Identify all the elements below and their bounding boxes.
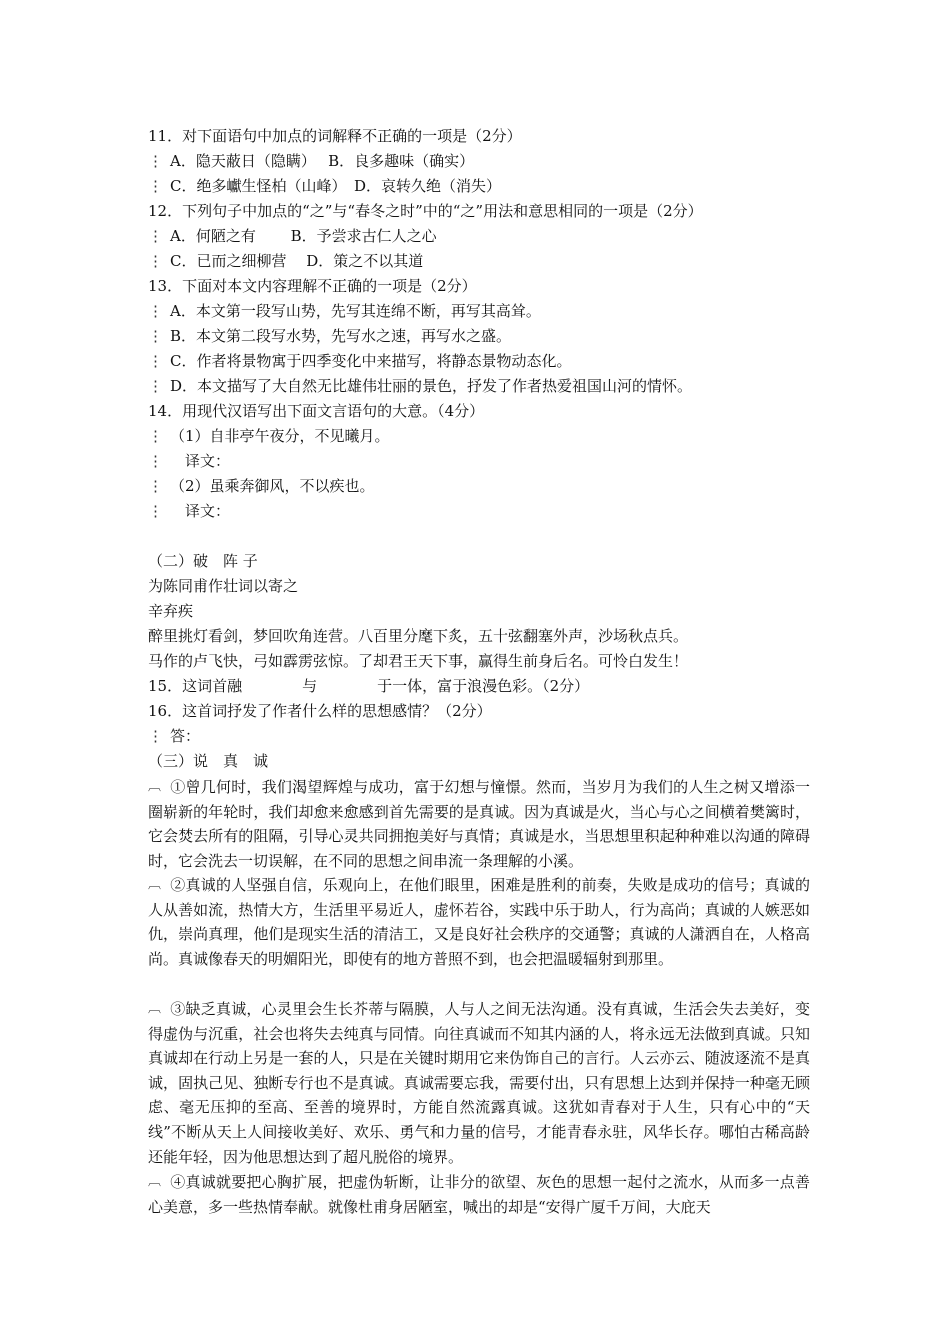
q13-stem: 13．下面对本文内容理解不正确的一项是（2分）	[148, 277, 477, 295]
q13-option-a: ⋮ A．本文第一段写山势，先写其连绵不断，再写其高耸。	[148, 302, 541, 320]
q12-stem: 12．下列句子中加点的“之”与“春冬之时”中的“之”用法和意思相同的一项是（2分）	[148, 202, 703, 220]
q14-translation-1: ⋮ 译文：	[148, 452, 231, 470]
binding-mark: ⋮	[148, 352, 163, 370]
paragraph-mark-icon: ︹	[148, 779, 162, 794]
q14-translation-2: ⋮ 译文：	[148, 502, 231, 520]
q16-answer: ⋮ 答：	[148, 727, 201, 745]
q11-options-cd: ⋮ C．绝多巘生怪柏（山峰） D．哀转久绝（消失）	[148, 177, 502, 195]
binding-mark: ⋮	[148, 227, 163, 245]
q12-options-cd: ⋮ C．已而之细柳营 D．策之不以其道	[148, 252, 424, 270]
binding-mark: ⋮	[148, 152, 163, 170]
q13-option-c: ⋮ C．作者将景物寓于四季变化中来描写，将静态景物动态化。	[148, 352, 572, 370]
q14-sentence-1: ⋮ （1）自非亭午夜分，不见曦月。	[148, 427, 390, 445]
binding-mark: ⋮	[148, 327, 163, 345]
binding-mark: ⋮	[148, 302, 163, 320]
paragraph-mark-icon: ︹	[148, 877, 162, 892]
essay-paragraph-2: ︹ ②真诚的人坚强自信，乐观向上，在他们眼里，困难是胜利的前奏，失败是成功的信号；真诚的人从善如流，热情大方，生活里平易近人，虚怀若谷，实践中乐于助人，行为高尚；真诚的人嫉恶如仇，崇尚真理，他们是现实生活的清洁工，又是良好社会秩序的交通警；真诚的人潇洒自在，人格高尚。真诚像春天的明媚阳光，即使有的地方普照不到，也会把温暖辐射到那里。	[148, 873, 810, 971]
binding-mark: ⋮	[148, 452, 163, 470]
q15-stem: 15．这词首融 与 于一体，富于浪漫色彩。（2分）	[148, 677, 590, 695]
q11-options-ab: ⋮ A．隐天蔽日（隐瞒） B．良多趣味（确实）	[148, 152, 475, 170]
q11-stem: 11．对下面语句中加点的词解释不正确的一项是（2分）	[148, 127, 522, 145]
binding-mark: ⋮	[148, 477, 163, 495]
essay-paragraph-4: ︹ ④真诚就要把心胸扩展，把虚伪斩断，让非分的欲望、灰色的思想一起付之流水，从而多一点善心美意，多一些热情奉献。就像杜甫身居陋室，喊出的却是“安得广厦千万间，大庇天	[148, 1170, 810, 1219]
essay-heading: （三）说 真 诚	[148, 752, 269, 770]
q14-sentence-2: ⋮ （2）虽乘奔御风，不以疾也。	[148, 477, 375, 495]
q12-options-ab: ⋮ A．何陋之有 B．予尝求古仁人之心	[148, 227, 437, 245]
poem-line-1: 醉里挑灯看剑，梦回吹角连营。八百里分麾下炙，五十弦翻塞外声，沙场秋点兵。	[148, 627, 689, 645]
q16-stem: 16．这首词抒发了作者什么样的思想感情？（2分）	[148, 702, 492, 720]
essay-paragraph-3: ︹ ③缺乏真诚，心灵里会生长芥蒂与隔膜，人与人之间无法沟通。没有真诚，生活会失去美好，变得虚伪与沉重，社会也将失去纯真与同情。向往真诚而不知其内涵的人，将永远无法做到真诚。只知真诚却在行动上另是一套的人，只是在关键时期用它来伪饰自己的言行。人云亦云、随波逐流不是真诚，固执己见、独断专行也不是真诚。真诚需要忘我，需要付出，只有思想上达到并保持一种毫无顾虑、毫无压抑的至高、至善的境界时，方能自然流露真诚。这犹如青春对于人生，只有心中的“天线”不断从天上人间接收美好、欢乐、勇气和力量的信号，才能青春永驻，风华长存。哪怕古稀高龄还能年轻，因为他思想达到了超凡脱俗的境界。	[148, 997, 810, 1169]
poem-heading: （二）破 阵 子	[148, 552, 258, 570]
binding-mark: ⋮	[148, 252, 163, 270]
binding-mark: ⋮	[148, 177, 163, 195]
essay-paragraph-1: ︹ ①曾几何时，我们渴望辉煌与成功，富于幻想与憧憬。然而，当岁月为我们的人生之树又增添一圈崭新的年轮时，我们却愈来愈感到首先需要的是真诚。因为真诚是火，当心与心之间横着樊篱时，它会焚去所有的阻隔，引导心灵共同拥抱美好与真情；真诚是水，当思想里积起种种难以沟通的障碍时，它会洗去一切误解，在不同的思想之间串流一条理解的小溪。	[148, 775, 810, 873]
q14-stem: 14．用现代汉语写出下面文言语句的大意。（4分）	[148, 402, 485, 420]
binding-mark: ⋮	[148, 377, 163, 395]
paragraph-mark-icon: ︹	[148, 1001, 162, 1016]
poem-author: 辛弃疾	[148, 602, 194, 620]
q13-option-d: ⋮ D．本文描写了大自然无比雄伟壮丽的景色，抒发了作者热爱祖国山河的情怀。	[148, 377, 693, 395]
binding-mark: ⋮	[148, 502, 163, 520]
paragraph-mark-icon: ︹	[148, 1174, 162, 1189]
poem-line-2: 马作的卢飞快，弓如霹雳弦惊。了却君王天下事，赢得生前身后名。可怜白发生！	[148, 652, 689, 670]
poem-subtitle: 为陈同甫作壮词以寄之	[148, 577, 299, 595]
binding-mark: ⋮	[148, 427, 163, 445]
q13-option-b: ⋮ B．本文第二段写水势，先写水之速，再写水之盛。	[148, 327, 512, 345]
binding-mark: ⋮	[148, 727, 163, 745]
